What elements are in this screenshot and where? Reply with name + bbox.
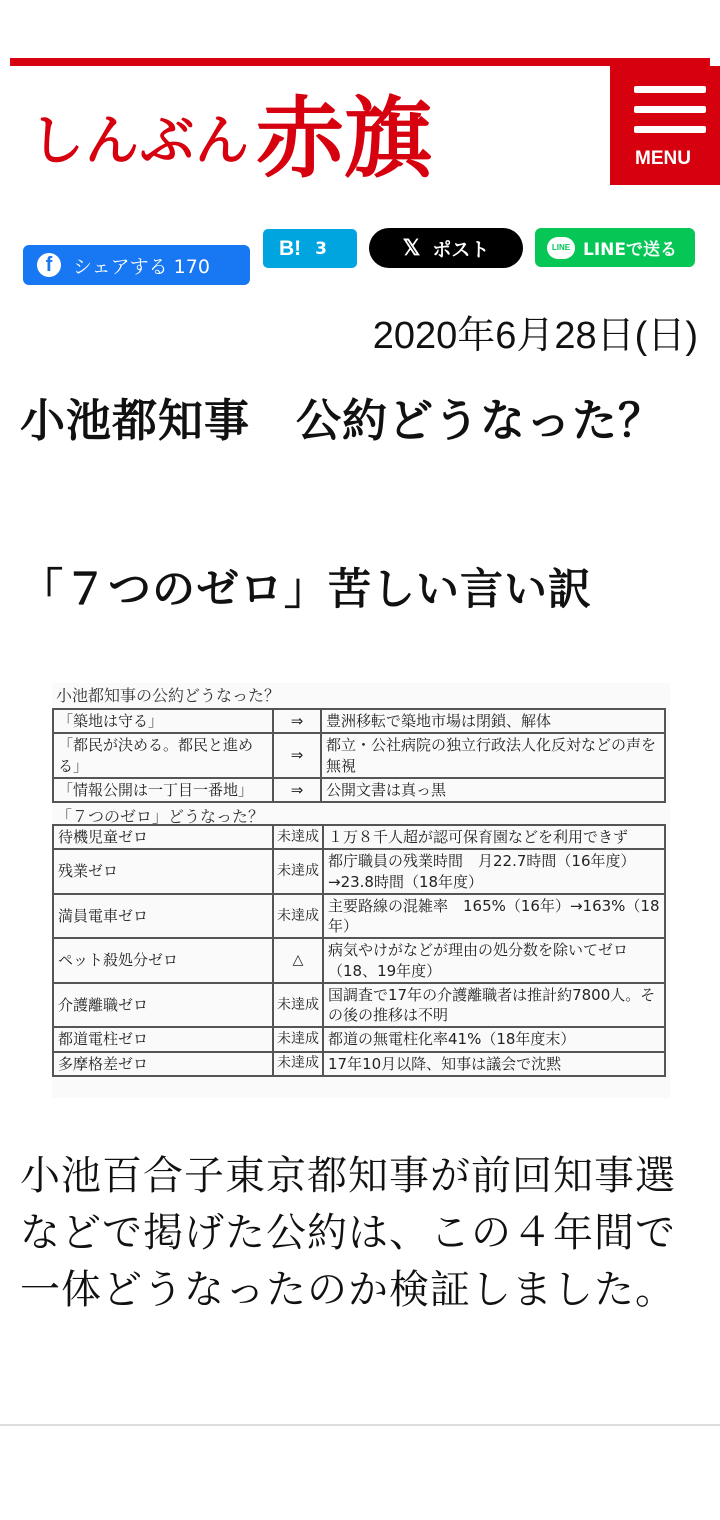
logo-big-text: 赤旗 [256,86,433,190]
article-body: 小池百合子東京都知事が前回知事選などで掲げた公約は、この４年間で一体どうなったのか検証しました。 [20,1153,676,1313]
facebook-share-label: シェアする 170 [73,255,210,278]
status-cell: 未達成 [273,825,323,849]
hamburger-icon [634,106,706,113]
pledge-cell: 満員電車ゼロ [53,894,273,939]
x-post-label: ポスト [432,238,490,261]
pledge-cell: 「情報公開は一丁目一番地」 [53,778,273,802]
status-cell: 未達成 [273,983,323,1028]
status-cell: 未達成 [273,1052,323,1076]
result-cell: １万８千人超が認可保育園などを利用できず [323,825,665,849]
table-row [53,825,665,849]
line-share-button[interactable] [535,228,695,267]
article-title: 小池都知事 公約どうなった？ [20,394,665,447]
result-cell: 主要路線の混雑率 165%（16年）→163%（18年） [323,894,665,939]
hatena-bookmark-button[interactable] [263,229,357,268]
arrow-cell: ⇒ [273,733,321,778]
arrow-cell: ⇒ [273,778,321,802]
figure-caption: 小池都知事の公約どうなった？ [56,686,281,705]
header-top-line [10,58,710,66]
figure-caption-seven-zeros: 「７つのゼロ」どうなった？ [56,807,265,826]
result-cell: 公開文書は真っ黒 [321,778,665,802]
table-row [53,733,665,778]
table-row [53,938,665,983]
pledge-cell: 都道電柱ゼロ [53,1027,273,1051]
pledge-cell: 介護離職ゼロ [53,983,273,1028]
result-cell: 国調査で17年の介護離職者は推計約7800人。その後の推移は不明 [323,983,665,1028]
table-row [53,894,665,939]
result-cell: 都道の無電柱化率41%（18年度末） [323,1027,665,1051]
status-cell: 未達成 [273,849,323,894]
pledge-cell: 「築地は守る」 [53,709,273,733]
result-cell: 都庁職員の残業時間 月22.7時間（16年度）→23.8時間（18年度） [323,849,665,894]
result-cell: 病気やけがなどが理由の処分数を除いてゼロ（18、19年度） [323,938,665,983]
status-cell: 未達成 [273,1027,323,1051]
hamburger-icon [634,126,706,133]
facebook-icon: f [37,253,61,277]
table-row [53,1052,665,1076]
result-cell: 豊洲移転で築地市場は閉鎖、解体 [321,709,665,733]
facebook-share-button[interactable] [23,245,250,285]
article-date: 2020年6月28日(日) [372,315,698,357]
status-cell: △ [273,938,323,983]
pledge-cell: 多摩格差ゼロ [53,1052,273,1076]
divider [0,1424,720,1426]
menu-button[interactable] [610,66,720,185]
arrow-cell: ⇒ [273,709,321,733]
hatena-count: 3 [315,238,328,259]
article-subtitle: 「７つのゼロ」苦しい言い訳 [20,565,592,615]
line-icon: LINE [547,237,575,259]
status-cell: 未達成 [273,894,323,939]
logo-small-text: しんぶん [30,109,250,172]
table-row [53,1027,665,1051]
line-share-label: LINEで送る [583,240,677,260]
pledge-table [52,708,666,803]
table-row [53,849,665,894]
x-icon: 𝕏 [402,235,421,260]
pledge-cell: ペット殺処分ゼロ [53,938,273,983]
table-row [53,778,665,802]
hamburger-icon [634,86,706,93]
result-cell: 都立・公社病院の独立行政法人化反対などの声を無視 [321,733,665,778]
pledge-cell: 待機児童ゼロ [53,825,273,849]
table-row [53,983,665,1028]
result-cell: 17年10月以降、知事は議会で沈黙 [323,1052,665,1076]
table-row [53,709,665,733]
x-post-button[interactable] [369,228,523,268]
article-figure [52,683,670,1098]
seven-zeros-table [52,824,666,1077]
hatena-icon: B! [279,236,302,260]
pledge-cell: 「都民が決める。都民と進める」 [53,733,273,778]
menu-label: MENU [635,148,691,169]
site-logo[interactable] [30,82,433,190]
pledge-cell: 残業ゼロ [53,849,273,894]
